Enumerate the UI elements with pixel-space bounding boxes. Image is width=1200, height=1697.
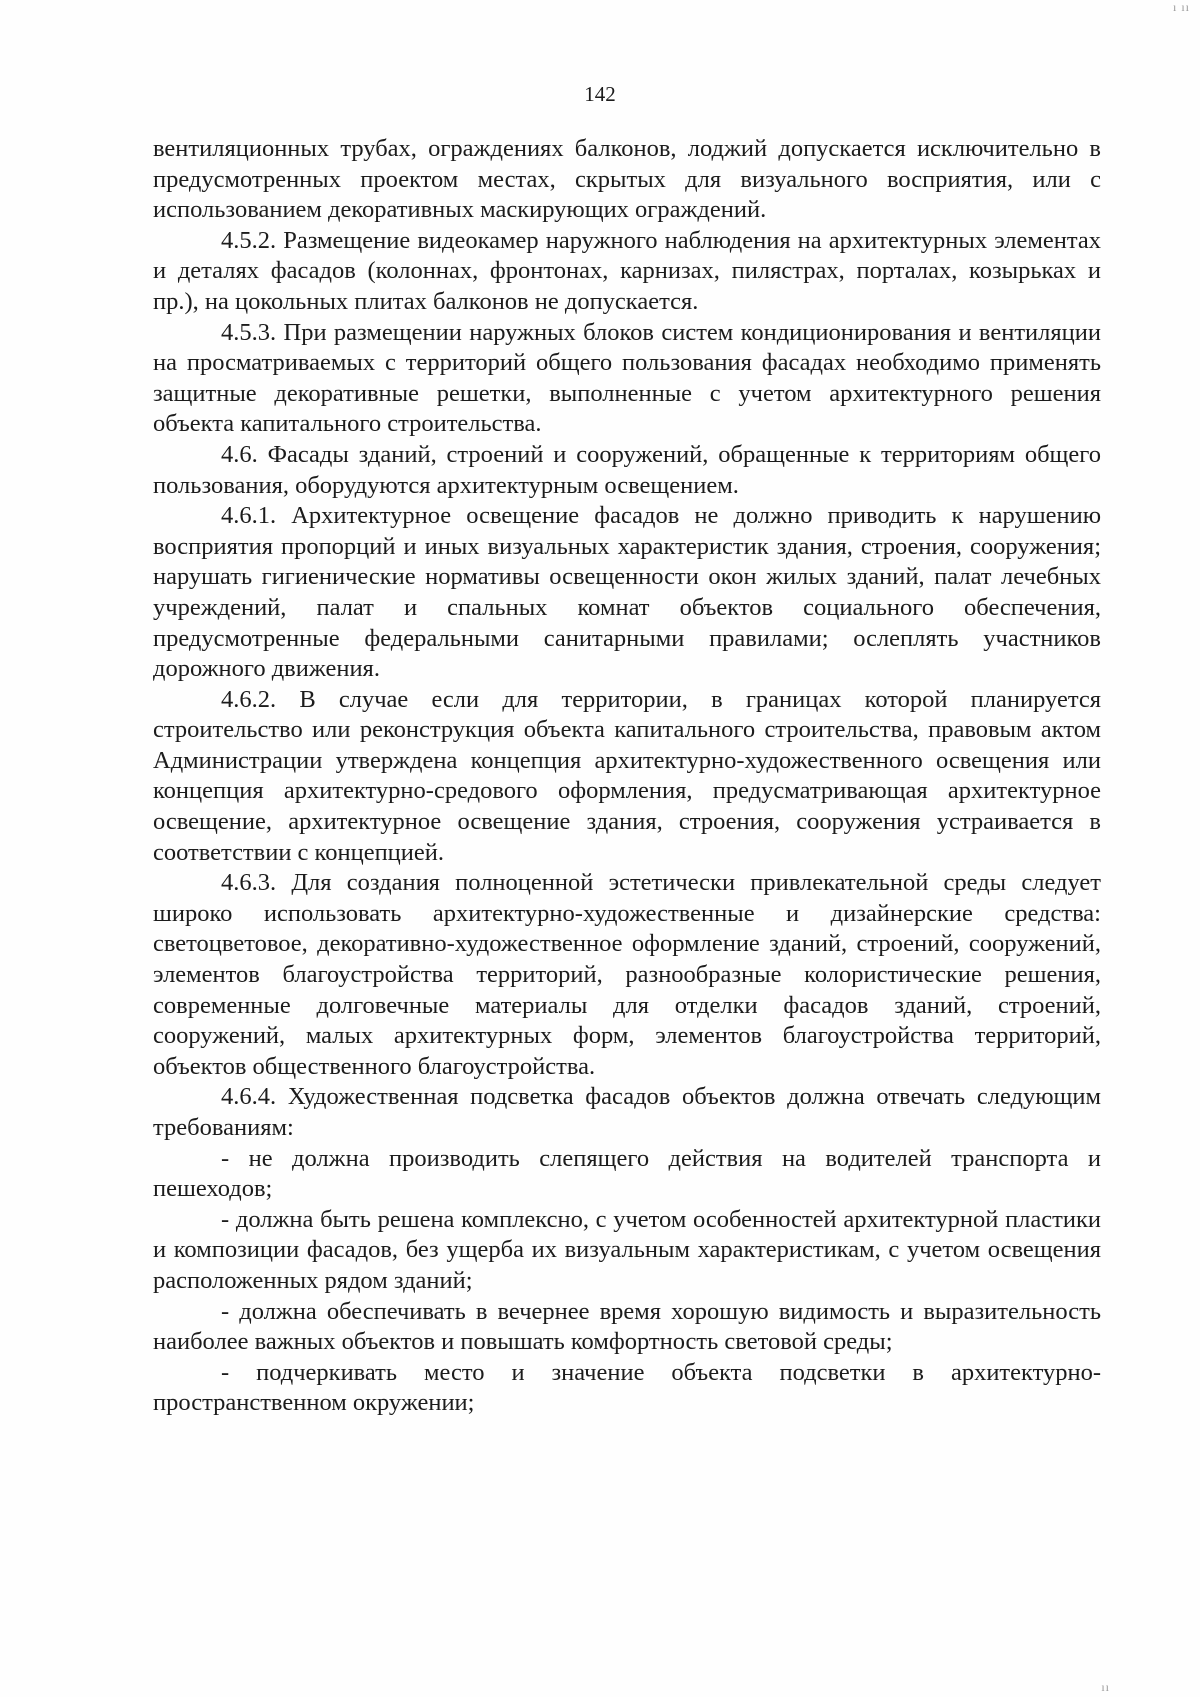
- paragraph-4-6-1: 4.6.1. Архитектурное освещение фасадов не должно приводить к нарушению восприятия пропорций и иных визуальных характеристик здания, строения, сооружения; нарушать гигиенические нормативы освещенности окон жилых зданий, палат лечебных учреждений, палат и спальных комнат объектов социального обеспечения, предусмотренные федеральными санитарными правилами; ослеплять участников дорожного движения.: [153, 502, 1101, 683]
- document-body: [153, 134, 1101, 1419]
- paragraph-4-6-2: 4.6.2. В случае если для территории, в границах которой планируется строительство или реконструкция объекта капитального строительства, правовым актом Администрации утверждена концепция архитектурно-художественного освещения или концепция архитектурно-средового оформления, предусматривающая архитектурное освещение, архитектурное освещение здания, строения, сооружения устраивается в соответствии с концепцией.: [153, 685, 1101, 866]
- scan-mark-icon: ı ıı: [1172, 0, 1190, 14]
- paragraph-4-5-2: 4.5.2. Размещение видеокамер наружного наблюдения на архитектурных элементах и деталях фасадов (колоннах, фронтонах, карнизах, пилястрах, порталах, козырьках и пр.), на цокольных плитах балконов не допускается.: [153, 226, 1101, 315]
- paragraph-4-6-4: 4.6.4. Художественная подсветка фасадов объектов должна отвечать следующим требованиям:: [153, 1083, 1101, 1141]
- paragraph-4-5-3: 4.5.3. При размещении наружных блоков систем кондиционирования и вентиляции на просматриваемых с территорий общего пользования фасадах необходимо применять защитные декоративные решетки, выполненные с учетом архитектурного решения объекта капитального строительства.: [153, 318, 1101, 438]
- list-item-requirement: - не должна производить слепящего действия на водителей транспорта и пешеходов;: [153, 1144, 1101, 1203]
- paragraph-4-6-3: 4.6.3. Для создания полноценной эстетически привлекательной среды следует широко использовать архитектурно-художественные и дизайнерские средства: светоцветовое, декоративно-художественное оформление зданий, строений, сооружений, элементов благоустройства территорий, разнообразные колористические решения, современные долговечные материалы для отделки фасадов зданий, строений, сооружений, малых архитектурных форм, элементов благоустройства территорий, объектов общественного благоустройства.: [153, 869, 1101, 1080]
- scan-mark-icon: ıı: [1101, 1680, 1110, 1694]
- page-number: 142: [584, 82, 616, 106]
- paragraph-4-6: 4.6. Фасады зданий, строений и сооружений, обращенные к территориям общего пользования, оборудуются архитектурным освещением.: [153, 440, 1101, 499]
- list-item-requirement: - подчеркивать место и значение объекта подсветки в архитектурно-пространственном окружении;: [153, 1358, 1101, 1417]
- list-item-requirement: - должна быть решена комплексно, с учетом особенностей архитектурной пластики и композиции фасадов, без ущерба их визуальным характеристикам, с учетом освещения расположенных рядом зданий;: [153, 1205, 1101, 1294]
- list-item-requirement: - должна обеспечивать в вечернее время хорошую видимость и выразительность наиболее важных объектов и повышать комфортность световой среды;: [153, 1297, 1101, 1356]
- paragraph-continuation: вентиляционных трубах, ограждениях балконов, лоджий допускается исключительно в предусмотренных проектом местах, скрытых для визуального восприятия, или с использованием декоративных маскирующих ограждений.: [153, 135, 1101, 224]
